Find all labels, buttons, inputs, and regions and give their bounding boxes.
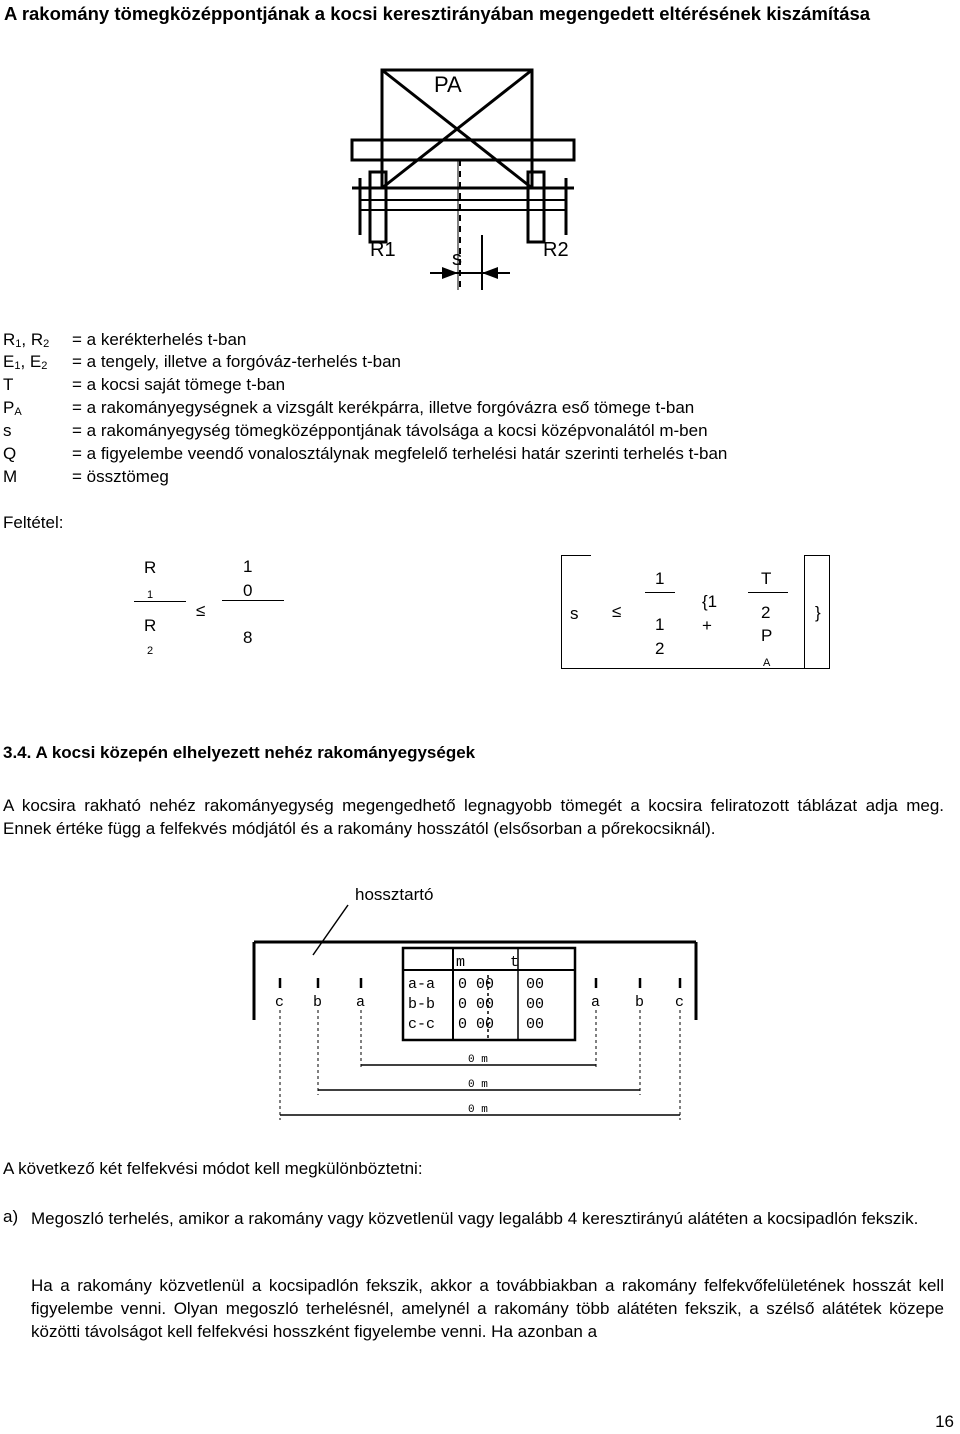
row-t-aa: 00 xyxy=(526,976,545,993)
left-mark-c: c xyxy=(275,994,285,1011)
def-symbol-q: Q xyxy=(3,444,17,463)
col-t-header: t xyxy=(510,954,520,971)
right-wheel xyxy=(528,172,544,242)
row-label-cc: c-c xyxy=(408,1016,436,1033)
r2-label: R2 xyxy=(543,239,569,261)
row-t-cc: 00 xyxy=(526,1016,545,1033)
formula1-leq: ≤ xyxy=(196,601,206,620)
formula2-p-sub: A xyxy=(763,657,771,669)
item-a-label: a) xyxy=(3,1207,19,1226)
formula2-two: 2 xyxy=(761,603,771,622)
def-text-e: = a tengely, illetve a forgóváz-terhelés t-ban xyxy=(72,352,402,371)
def-text-t: = a kocsi saját tömege t-ban xyxy=(72,375,286,394)
formula2-close: } xyxy=(815,603,821,622)
row-label-aa: a-a xyxy=(408,976,436,993)
inscription-table-diagram xyxy=(228,900,708,1135)
pa-label: PA xyxy=(434,72,462,97)
def-symbol-r: $R_1$, $R_2$ xyxy=(3,330,50,350)
page-number: 16 xyxy=(935,1412,954,1431)
def-symbol-t: T xyxy=(3,375,14,394)
row-label-bb: b-b xyxy=(408,996,436,1013)
formula2-right-rule xyxy=(829,555,830,669)
def-symbol-e: $E_1$, $E_2$ xyxy=(3,352,48,372)
callout-leader xyxy=(313,905,348,955)
callout-label: hossztartó xyxy=(355,885,434,904)
formula2-leq: ≤ xyxy=(612,602,622,621)
row-m-bb: 0 00 xyxy=(458,996,495,1013)
paragraph-modes: A következő két felfekvési módot kell megkülönböztetni: xyxy=(3,1159,423,1178)
formula2-c: 2 xyxy=(655,639,665,658)
left-mark-a: a xyxy=(356,994,366,1011)
def-symbol-m: M xyxy=(3,467,18,486)
formula1-num: R xyxy=(144,558,157,577)
dim-inner: 0 m xyxy=(468,1054,488,1066)
formula1-fraction-bar xyxy=(134,601,186,602)
left-wheel xyxy=(370,172,386,242)
row-t-bb: 00 xyxy=(526,996,545,1013)
formula1-right-bar xyxy=(222,600,284,601)
formula2-left-rule xyxy=(561,555,562,669)
formula1-rnum2: 0 xyxy=(243,581,253,600)
formula2-plus: + xyxy=(702,616,712,635)
formula2-a: 1 xyxy=(655,569,665,588)
def-text-q: = a figyelembe veendő vonalosztálynak megfelelő terhelési határ szerinti terhelés t-ban xyxy=(72,444,728,463)
formula2-t: T xyxy=(761,569,772,588)
def-symbol-pa: $P_A$ xyxy=(3,398,22,418)
def-text-m: = össztömeg xyxy=(72,467,169,486)
def-text-s: = a rakományegység tömegközéppontjának távolsága a kocsi középvonalától m-ben xyxy=(72,421,708,440)
paragraph-distributed-load: Ha a rakomány közvetlenül a kocsipadlón fekszik, akkor a továbbiakban a rakomány felfekvőfelületének hosszát kell figyelembe venni. Olyan megoszló terhelésnél, amelynél a rakomány több alátéten fekszik, a szélső alátétek közepe közötti távolságot kell felfekvési hosszként figyelembe venni. Ha azonban a xyxy=(31,1276,944,1341)
formula1-den-sub: 2 xyxy=(147,645,154,657)
row-m-aa: 0 00 xyxy=(458,976,495,993)
formula2-s: s xyxy=(570,604,579,623)
condition-label: Feltétel: xyxy=(3,513,64,532)
col-m-header: m xyxy=(456,954,466,971)
item-a-text: Megoszló terhelés, amikor a rakomány vagy közvetlenül vagy legalább 4 keresztirányú alátéten a kocsipadlón fekszik. xyxy=(31,1209,919,1228)
formula2-p: P xyxy=(761,626,773,645)
right-mark-a: a xyxy=(591,994,601,1011)
right-mark-c: c xyxy=(675,994,685,1011)
formula1-num-sub: 1 xyxy=(147,589,154,601)
def-text-pa: = a rakományegységnek a vizsgált kerékpárra, illetve forgóvázra eső tömege t-ban xyxy=(72,398,695,417)
page-title: A rakomány tömegközéppontjának a kocsi keresztirányában megengedett eltérésének kiszámítása xyxy=(4,3,871,24)
s-label: s xyxy=(452,248,462,270)
formula1-rden: 8 xyxy=(243,628,253,647)
right-mark-b: b xyxy=(635,994,645,1011)
section-heading: 3.4. A kocsi közepén elhelyezett nehéz rakományegységek xyxy=(3,743,476,762)
formula1-rnum: 1 xyxy=(243,557,253,576)
formula1-den: R xyxy=(144,616,157,635)
wagon-cross-section-diagram xyxy=(330,60,600,300)
left-mark-b: b xyxy=(313,994,323,1011)
row-m-cc: 0 00 xyxy=(458,1016,495,1033)
formula2-b: 1 xyxy=(655,615,665,634)
formula2-open: {1 xyxy=(702,592,718,611)
def-symbol-s: s xyxy=(3,421,12,440)
dim-outer: 0 m xyxy=(468,1104,488,1116)
section-paragraph: A kocsira rakható nehéz rakományegység megengedhető legnagyobb tömegét a kocsira feliratozott táblázat adja meg. Ennek értéke függ a felfekvés módjától és a rakomány hosszától (elsősorban a pőrekocsiknál). xyxy=(3,796,944,838)
dim-middle: 0 m xyxy=(468,1079,488,1091)
r1-label: R1 xyxy=(370,239,396,261)
formula2-bottom-rule xyxy=(561,668,829,669)
wagon-floor xyxy=(352,140,574,160)
def-text-r: = a kerékterhelés t-ban xyxy=(72,330,247,349)
